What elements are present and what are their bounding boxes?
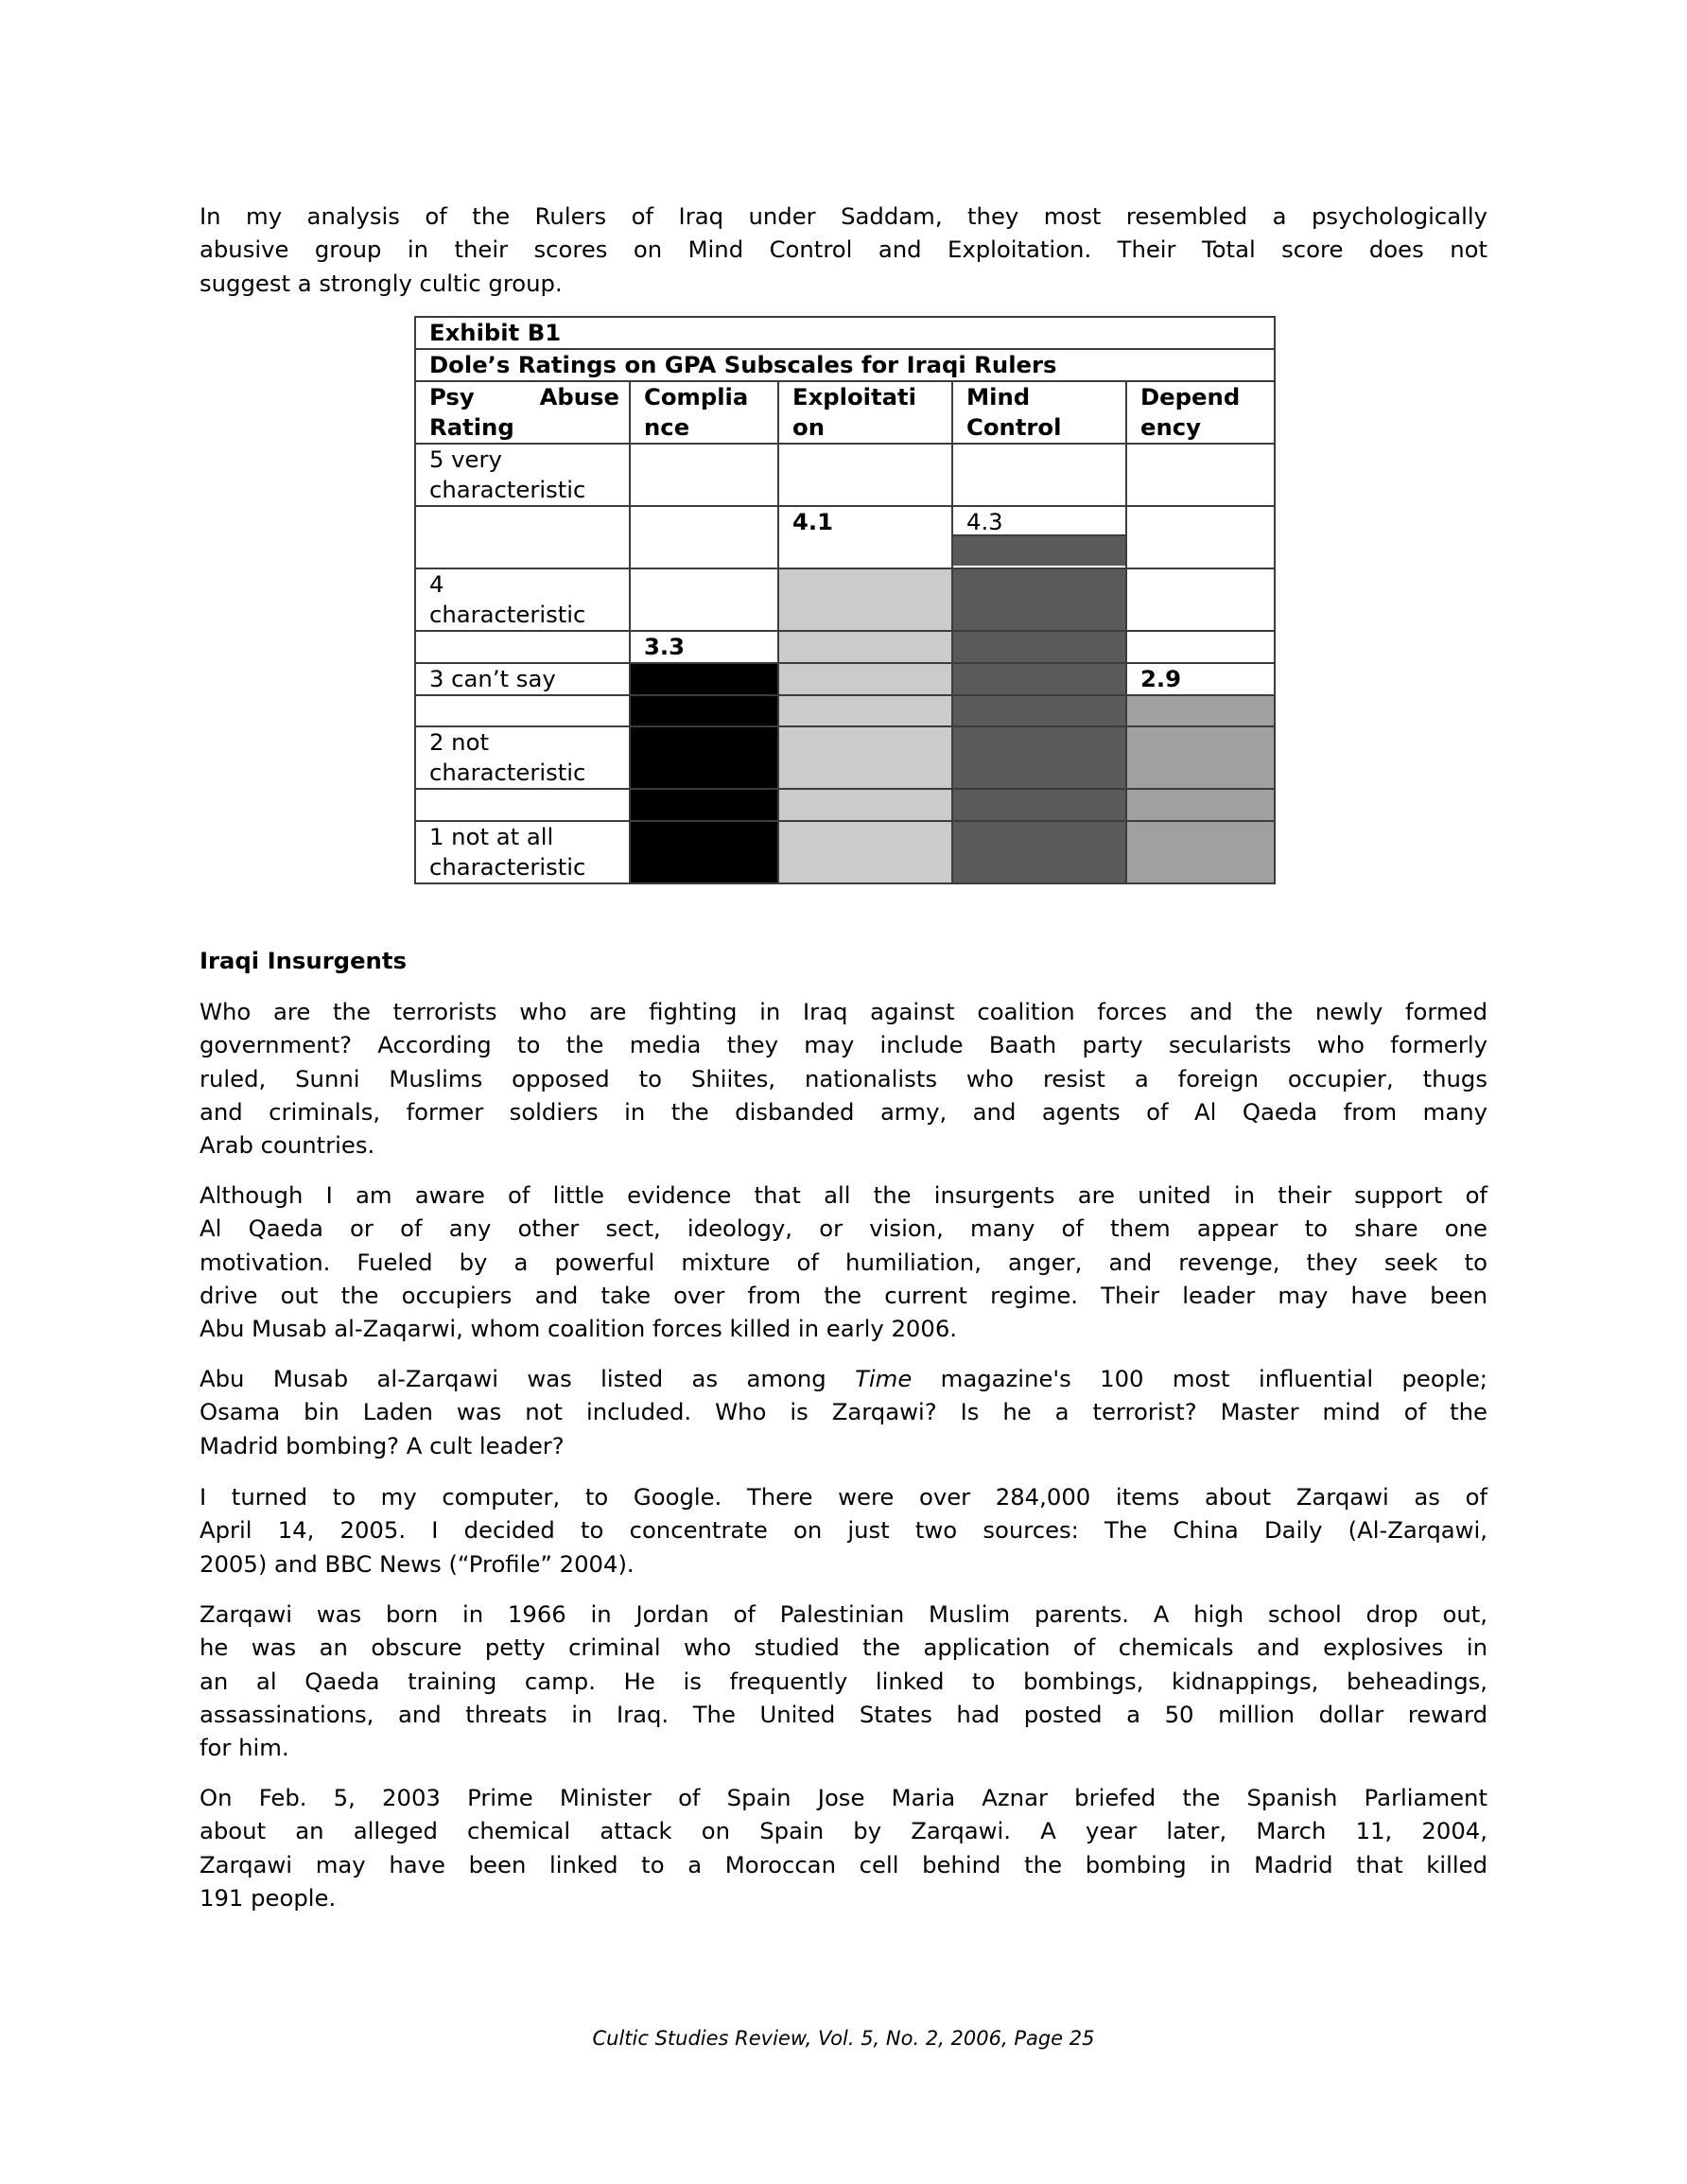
text-line: Madrid bombing? A cult leader? (200, 1431, 565, 1459)
body-paragraph (200, 1480, 1487, 1581)
compliance-score: 3.3 (630, 631, 778, 663)
dependency-bar-segment (1126, 821, 1275, 883)
exploitation-bar-segment (778, 631, 952, 663)
text-line: drive out the occupiers and take over from the current regime. Their leader may have been (200, 1281, 1487, 1309)
body-paragraph (200, 1781, 1487, 1914)
header-text: Rating (429, 413, 514, 441)
rating-label-4: 4 characteristic (415, 568, 630, 631)
dependency-bar-segment (1126, 695, 1275, 726)
text-line: ruled, Sunni Muslims opposed to Shiites, nationalists who resist a foreign occupier, thugs (200, 1064, 1487, 1092)
exploitation-bar-segment (778, 726, 952, 789)
section-heading: Iraqi Insurgents (200, 947, 407, 974)
text-line: In my analysis of the Rulers of Iraq under Saddam, they most resembled a psychologically (200, 202, 1487, 230)
text-line: April 14, 2005. I decided to concentrate on just two sources: The China Daily (Al-Zarqawi, (200, 1516, 1487, 1545)
rating-label-3: 3 can’t say (415, 663, 630, 695)
compliance-bar-segment (630, 695, 778, 726)
rating-label-blank (415, 506, 630, 568)
text-line: Al Qaeda or of any other sect, ideology, or vision, many of them appear to share one (200, 1214, 1487, 1243)
text-line: Although I am aware of little evidence that all the insurgents are united in their support of (200, 1181, 1487, 1209)
exploitation-bar-segment (778, 789, 952, 821)
body-paragraph (200, 995, 1487, 1162)
text-line: Osama bin Laden was not included. Who is Zarqawi? Is he a terrorist? Master mind of the (200, 1398, 1487, 1426)
rating-label-blank (415, 789, 630, 821)
header-exploitation: Exploitati on (778, 381, 952, 444)
header-dependency: Depend ency (1126, 381, 1275, 444)
compliance-bar-segment (630, 726, 778, 789)
text-line: Zarqawi was born in 1966 in Jordan of Palestinian Muslim parents. A high school drop out, (200, 1600, 1487, 1628)
rating-label-blank (415, 631, 630, 663)
text-line: 2005) and BBC News (“Profile” 2004). (200, 1549, 635, 1578)
body-paragraph (200, 1598, 1487, 1764)
text-line: Abu Musab al-Zaqarwi, whom coalition forces killed in early 2006. (200, 1315, 958, 1343)
exploitation-bar-segment (778, 695, 952, 726)
mind-control-score: 4.3 (953, 507, 1125, 536)
cell (1126, 631, 1275, 663)
rating-label-blank (415, 695, 630, 726)
dependency-score: 2.9 (1126, 663, 1275, 695)
cell (630, 444, 778, 506)
compliance-bar-segment (630, 789, 778, 821)
mind-control-bar-segment (952, 726, 1126, 789)
header-text: Psy (429, 383, 475, 411)
header-mind-control: Mind Control (952, 381, 1126, 444)
text-line: suggest a strongly cultic group. (200, 269, 563, 297)
rating-label-1: 1 not at all characteristic (415, 821, 630, 883)
text-line: about an alleged chemical attack on Spain by Zarqawi. A year later, March 11, 2004, (200, 1817, 1487, 1845)
exhibit-table (414, 316, 1276, 884)
header-rating (415, 381, 630, 444)
exploitation-bar-segment (778, 821, 952, 883)
body-paragraph (200, 1362, 1487, 1462)
header-compliance: Complia nce (630, 381, 778, 444)
exhibit-title: Dole’s Ratings on GPA Subscales for Iraqi Rulers (415, 349, 1275, 381)
text-line: Arab countries. (200, 1131, 375, 1160)
cell (1126, 506, 1275, 568)
dependency-bar-segment (1126, 726, 1275, 789)
text-line: Abu Musab al-Zarqawi was listed as among Time magazine's 100 most influential people; (200, 1365, 1487, 1392)
dependency-bar-segment (1126, 789, 1275, 821)
text-line: Zarqawi may have been linked to a Moroccan cell behind the bombing in Madrid that killed (200, 1850, 1487, 1878)
mind-control-bar-segment (952, 631, 1126, 663)
cell (630, 568, 778, 631)
mind-control-cell (952, 506, 1126, 568)
cell (1126, 444, 1275, 506)
cell (630, 506, 778, 568)
text-line: he was an obscure petty criminal who studied the application of chemicals and explosives in (200, 1634, 1487, 1662)
italic-title: Time (855, 1365, 913, 1392)
text-line: abusive group in their scores on Mind Control and Exploitation. Their Total score does not (200, 236, 1487, 264)
text-line: On Feb. 5, 2003 Prime Minister of Spain Jose Maria Aznar briefed the Spanish Parliament (200, 1784, 1487, 1811)
mind-control-bar-segment (952, 821, 1126, 883)
text-line: and criminals, former soldiers in the disbanded army, and agents of Al Qaeda from many (200, 1097, 1487, 1126)
header-text: Abuse (539, 383, 619, 411)
cell (952, 444, 1126, 506)
text-line: I turned to my computer, to Google. There were over 284,000 items about Zarqawi as of (200, 1483, 1487, 1511)
exploitation-bar-segment (778, 663, 952, 695)
text-line: for him. (200, 1734, 289, 1762)
exploitation-score: 4.1 (778, 506, 952, 568)
cell (1126, 568, 1275, 631)
text-line: 191 people. (200, 1883, 337, 1912)
rating-label-5: 5 very characteristic (415, 444, 630, 506)
text-line: government? According to the media they may include Baath party secularists who formerly (200, 1031, 1487, 1059)
page-footer: Cultic Studies Review, Vol. 5, No. 2, 2006, Page 25 (592, 2027, 1095, 2050)
text-line: assassinations, and threats in Iraq. The United States had posted a 50 million dollar reward (200, 1700, 1487, 1728)
rating-label-2: 2 not characteristic (415, 726, 630, 789)
mind-control-bar-segment (952, 568, 1126, 631)
body-paragraph (200, 1179, 1487, 1345)
intro-paragraph (200, 200, 1487, 300)
exploitation-bar-segment (778, 568, 952, 631)
mind-control-bar-segment (953, 536, 1125, 566)
exhibit-label: Exhibit B1 (415, 317, 1275, 349)
mind-control-bar-segment (952, 695, 1126, 726)
mind-control-bar-segment (952, 663, 1126, 695)
text-line: motivation. Fueled by a powerful mixture of humiliation, anger, and revenge, they seek to (200, 1248, 1487, 1276)
text-line: an al Qaeda training camp. He is frequently linked to bombings, kidnappings, beheadings, (200, 1667, 1487, 1695)
text-line: Who are the terrorists who are fighting in Iraq against coalition forces and the newly formed (200, 998, 1487, 1025)
cell (778, 444, 952, 506)
mind-control-bar-segment (952, 789, 1126, 821)
compliance-bar-segment (630, 663, 778, 695)
compliance-bar-segment (630, 821, 778, 883)
